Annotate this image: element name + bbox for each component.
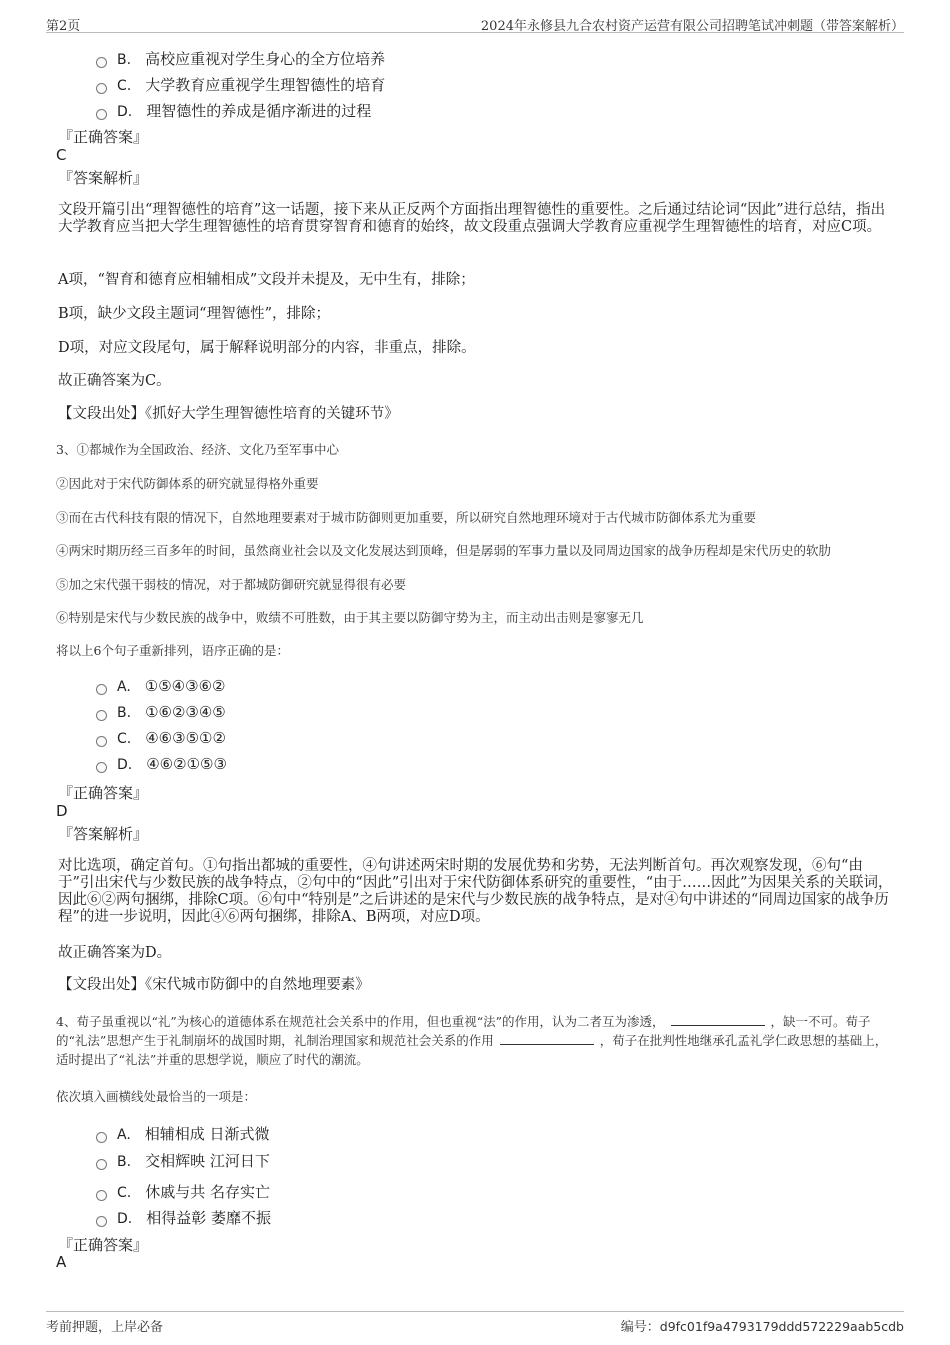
q3-sentence-6: ⑥特别是宋代与少数民族的战争中，败绩不可胜数，由于其主要以防御守势为主，而主动出击则是寥寥无几 bbox=[56, 610, 644, 625]
q3-option-b[interactable]: B. ①⑥②③④⑤ bbox=[96, 703, 226, 725]
q4-answer-label: 『正确答案』 bbox=[58, 1236, 149, 1254]
radio-icon[interactable] bbox=[96, 710, 107, 721]
q3-conclusion: 故正确答案为D。 bbox=[58, 945, 172, 961]
q3-option-d[interactable]: D. ④⑥②①⑤③ bbox=[96, 755, 227, 777]
q4-stem: 4、荀子虽重视以“礼”为核心的道德体系在规范社会关系中的作用，但也重视“法”的作用，认为二者互为渗透， ，缺一不可。荀子的“礼法”思想产生于礼制崩坏的战国时期，礼制治理国家和规范社会关系的作用 ，荀子在批判性地继承孔孟礼学仁政思想的基础上，适时提出了“礼法”并重的思想学说，顺应了时代的潮流。 bbox=[56, 1014, 888, 1067]
q3-option-c[interactable]: C. ④⑥③⑤①② bbox=[96, 729, 226, 751]
radio-icon[interactable] bbox=[96, 83, 107, 94]
q3-sentence-4: ④两宋时期历经三百多年的时间，虽然商业社会以及文化发展达到顶峰，但是孱弱的军事力量以及同周边国家的战争历程却是宋代历史的软肋 bbox=[56, 543, 832, 558]
page-header bbox=[46, 12, 904, 33]
q3-sentence-1: 3、①都城作为全国政治、经济、文化乃至军事中心 bbox=[56, 442, 339, 457]
q2-option-c[interactable]: C. 大学教育应重视学生理智德性的培育 bbox=[96, 74, 385, 96]
q4-option-d[interactable]: D. 相得益彰 萎靡不振 bbox=[96, 1207, 271, 1229]
q3-analysis-label: 『答案解析』 bbox=[58, 825, 149, 843]
q2-analysis-a: A项，“智育和德育应相辅相成”文段并未提及，无中生有，排除； bbox=[58, 272, 475, 288]
q4-option-a[interactable]: A. 相辅相成 日渐式微 bbox=[96, 1123, 270, 1145]
q2-answer-label: 『正确答案』 bbox=[58, 128, 149, 146]
q3-option-a[interactable]: A. ①⑤④③⑥② bbox=[96, 677, 225, 699]
radio-icon[interactable] bbox=[96, 684, 107, 695]
q4-prompt: 依次填入画横线处最恰当的一项是： bbox=[56, 1089, 257, 1104]
radio-icon[interactable] bbox=[96, 1216, 107, 1227]
fill-blank-2[interactable] bbox=[500, 1032, 594, 1045]
radio-icon[interactable] bbox=[96, 1190, 107, 1201]
q4-option-c[interactable]: C. 休戚与共 名存实亡 bbox=[96, 1181, 270, 1203]
fill-blank-1[interactable] bbox=[671, 1013, 765, 1026]
radio-icon[interactable] bbox=[96, 762, 107, 773]
q3-sentence-2: ②因此对于宋代防御体系的研究就显得格外重要 bbox=[56, 476, 319, 491]
q4-option-b[interactable]: B. 交相辉映 江河日下 bbox=[96, 1150, 270, 1172]
q4-answer: A bbox=[56, 1253, 67, 1271]
radio-icon[interactable] bbox=[96, 736, 107, 747]
q3-answer-label: 『正确答案』 bbox=[58, 784, 149, 802]
q2-source: 【文段出处】《抓好大学生理智德性培育的关键环节》 bbox=[58, 406, 399, 422]
radio-icon[interactable] bbox=[96, 109, 107, 120]
document-title: 2024年永修县九合农村资产运营有限公司招聘笔试冲刺题（带答案解析） bbox=[480, 19, 904, 34]
radio-icon[interactable] bbox=[96, 1159, 107, 1170]
document-code: 编号：d9fc01f9a4793179ddd572229aab5cdb bbox=[620, 1319, 904, 1335]
q3-sentence-5: ⑤加之宋代强干弱枝的情况，对于都城防御研究就显得很有必要 bbox=[56, 577, 407, 592]
q3-prompt: 将以上6个句子重新排列，语序正确的是： bbox=[56, 643, 289, 658]
q3-source: 【文段出处】《宋代城市防御中的自然地理要素》 bbox=[58, 977, 370, 993]
q2-analysis-main: 文段开篇引出“理智德性的培育”这一话题，接下来从正反两个方面指出理智德性的重要性。之后通过结论词“因此”进行总结，指出大学教育应当把大学生理智德性的培育贯穿智育和德育的始终，故文段重点强调大学教育应重视学生理智德性的培育，对应C项。 bbox=[58, 202, 886, 235]
q3-answer: D bbox=[56, 802, 68, 820]
q2-analysis-d: D项，对应文段尾句，属于解释说明部分的内容，非重点，排除。 bbox=[58, 340, 476, 356]
q2-analysis-b: B项，缺少文段主题词“理智德性”，排除； bbox=[58, 306, 330, 322]
q2-conclusion: 故正确答案为C。 bbox=[58, 373, 171, 389]
q3-sentence-3: ③而在古代科技有限的情况下，自然地理要素对于城市防御则更加重要，所以研究自然地理环境对于古代城市防御体系尤为重要 bbox=[56, 510, 757, 525]
page-number: 第2页 bbox=[46, 19, 81, 34]
q2-answer: C bbox=[56, 146, 67, 164]
q2-option-d[interactable]: D. 理智德性的养成是循序渐进的过程 bbox=[96, 100, 371, 122]
radio-icon[interactable] bbox=[96, 57, 107, 68]
footer-slogan: 考前押题，上岸必备 bbox=[46, 1320, 164, 1335]
radio-icon[interactable] bbox=[96, 1132, 107, 1143]
page-footer bbox=[46, 1311, 904, 1334]
q2-option-b[interactable]: B. 高校应重视对学生身心的全方位培养 bbox=[96, 48, 385, 70]
q2-analysis-label: 『答案解析』 bbox=[58, 169, 149, 187]
q3-analysis-main: 对比选项，确定首句。①句指出都城的重要性，④句讲述两宋时期的发展优势和劣势，无法判断首句。再次观察发现，⑥句“由于”引出宋代与少数民族的战争特点，②句中的“因此”引出对于宋代防御体系研究的重要性，“由于……因此”为因果关系的关联词，因此⑥②两句捆绑，排除C项。⑥句中“特别是”之后讲述的是宋代与少数民族的战争特点，是对④句中讲述的“同周边国家的战争历程”的进一步说明，因此④⑥两句捆绑，排除A、B两项，对应D项。 bbox=[58, 858, 893, 925]
